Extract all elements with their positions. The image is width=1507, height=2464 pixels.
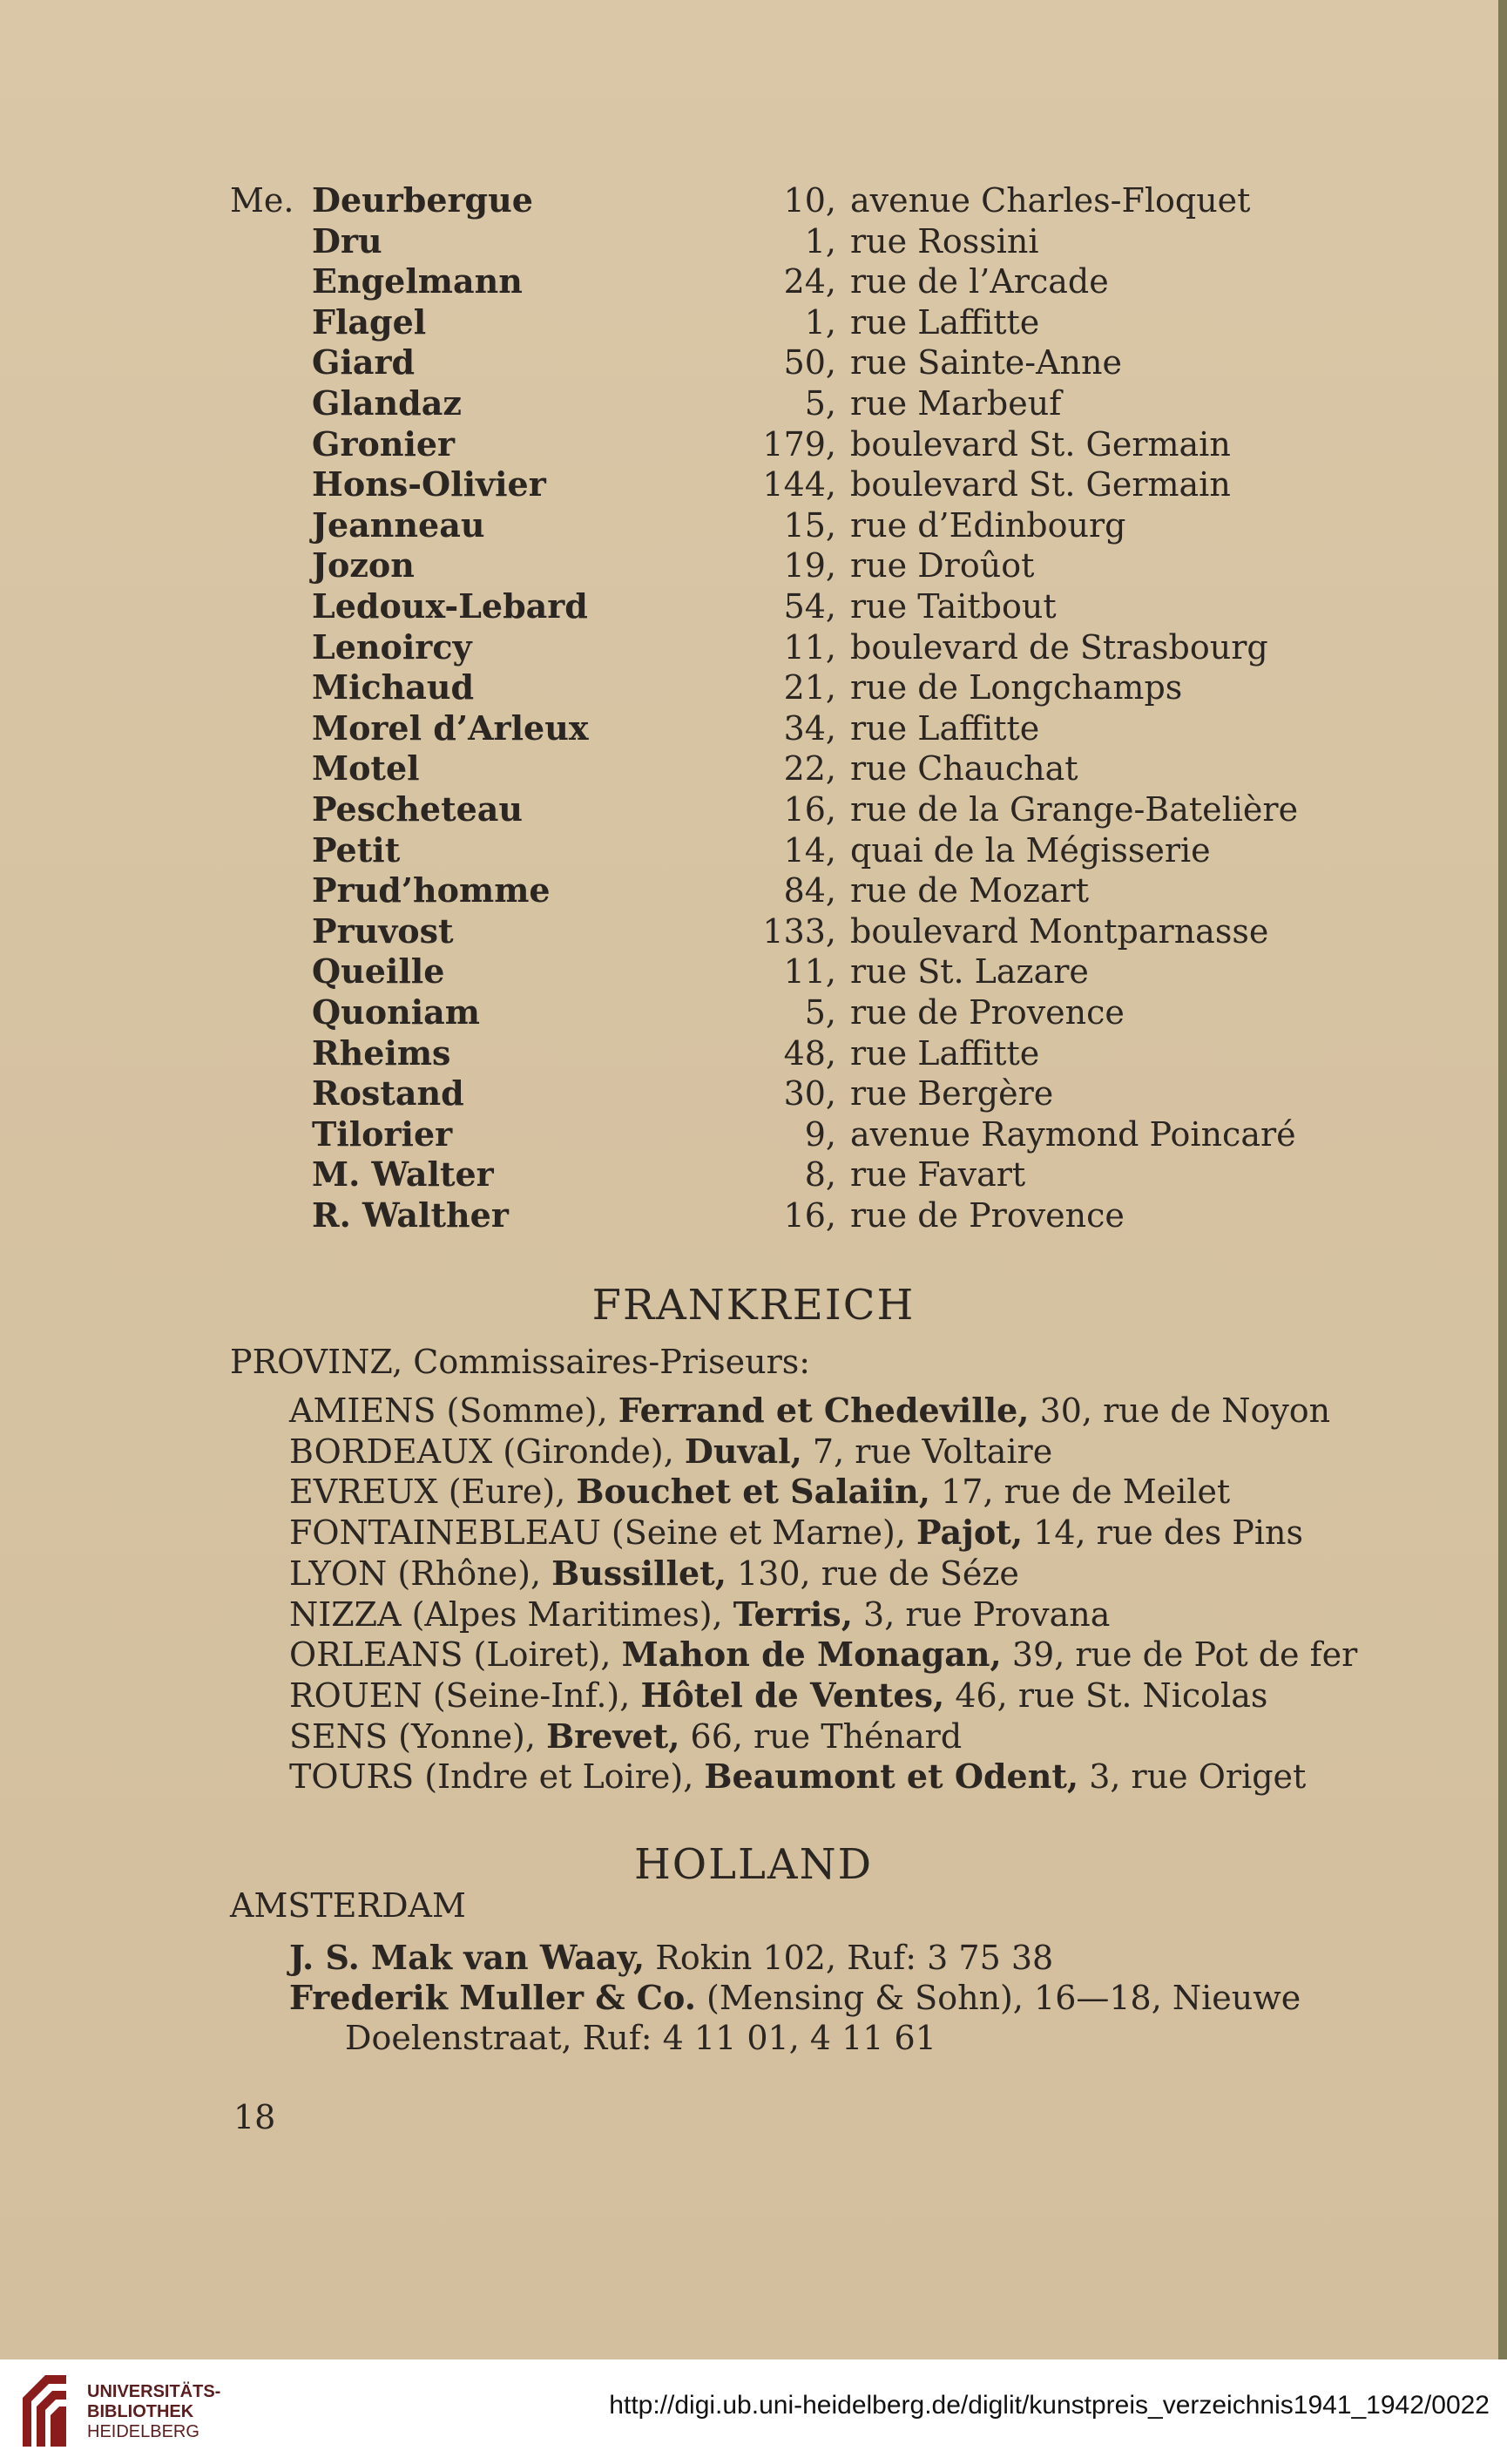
- street-number: 10,: [783, 181, 836, 220]
- address-row: [0, 1073, 1481, 1114]
- firm-address: 66, rue Thénard: [690, 1716, 963, 1756]
- place-name: TOURS (Indre et Loire),: [289, 1757, 694, 1797]
- street-number: 24,: [783, 262, 836, 301]
- place-name: AMIENS (Somme),: [289, 1391, 608, 1430]
- address-row: [0, 1114, 1481, 1154]
- firm-name: Ferrand et Chedeville,: [618, 1391, 1030, 1430]
- auctioneer-name: Prud’homme: [312, 870, 551, 910]
- section-title-frankreich: FRANKREICH: [591, 1281, 916, 1330]
- auctioneer-name: Glandaz: [312, 383, 462, 423]
- street-name: rue St. Lazare: [850, 952, 1089, 992]
- firm-name: Hôtel de Ventes,: [640, 1675, 945, 1715]
- firm-name: J. S. Mak van Waay,: [289, 1938, 645, 1977]
- place-name: ORLEANS (Loiret),: [289, 1635, 612, 1675]
- entry-prefix: Me.: [230, 181, 294, 220]
- street-name: quai de la Mégisserie: [850, 830, 1211, 870]
- street-number: 50,: [783, 343, 836, 382]
- street-name: avenue Charles-Floquet: [850, 181, 1251, 220]
- street-name: rue de Provence: [850, 1196, 1125, 1235]
- street-number: 5,: [804, 993, 836, 1032]
- street-number: 1,: [804, 302, 836, 342]
- auctioneer-name: Queille: [312, 951, 445, 992]
- firm-address: 46, rue St. Nicolas: [955, 1675, 1268, 1715]
- address-row: [0, 1195, 1481, 1235]
- auctioneer-name: Deurbergue: [312, 180, 533, 220]
- provinz-entry: [289, 1635, 1357, 1675]
- firm-address: 3, rue Origet: [1089, 1757, 1307, 1797]
- street-name: rue Laffitte: [850, 708, 1040, 748]
- street-name: boulevard Montparnasse: [850, 911, 1269, 951]
- auctioneer-name: Ledoux-Lebard: [312, 586, 588, 626]
- city-amsterdam: AMSTERDAM: [230, 1886, 466, 1925]
- street-name: rue Laffitte: [850, 302, 1040, 342]
- address-row: [0, 708, 1481, 748]
- place-name: BORDEAUX (Gironde),: [289, 1432, 674, 1471]
- firm-name: Frederik Muller & Co.: [289, 1978, 696, 2017]
- street-name: rue Rossini: [850, 221, 1039, 261]
- firm-address: Rokin 102, Ruf: 3 75 38: [655, 1939, 1054, 1977]
- provinz-entry: [289, 1716, 962, 1757]
- street-number: 16,: [783, 790, 836, 829]
- address-row: [0, 302, 1481, 342]
- address-row: [0, 180, 1481, 220]
- firm-name: Terris,: [733, 1594, 853, 1634]
- street-number: 11,: [783, 952, 836, 992]
- source-url[interactable]: http://digi.ub.uni-heidelberg.de/diglit/kunstpreis_verzeichnis1941_1942/0022: [609, 2391, 1490, 2420]
- address-row: [0, 383, 1481, 423]
- provinz-entry: [289, 1675, 1267, 1716]
- street-number: 133,: [762, 911, 836, 951]
- firm-address: (Mensing & Sohn), 16—18, Nieuwe: [706, 1979, 1301, 2017]
- street-number: 84,: [783, 871, 836, 910]
- auctioneer-name: Giard: [312, 342, 416, 382]
- address-row: [0, 221, 1481, 261]
- auctioneer-name: Dru: [312, 220, 382, 261]
- auctioneer-name: Jozon: [312, 545, 415, 586]
- auctioneer-name: Morel d’Arleux: [312, 707, 589, 748]
- firm-name: Beaumont et Odent,: [704, 1757, 1079, 1797]
- street-number: 16,: [783, 1196, 836, 1235]
- holland-entry-1: [289, 1938, 1053, 1978]
- street-number: 5,: [804, 384, 836, 423]
- street-name: rue Droûot: [850, 546, 1035, 586]
- provinz-entry: [289, 1432, 1052, 1472]
- street-number: 54,: [783, 587, 836, 626]
- firm-address: 17, rue de Meilet: [941, 1472, 1231, 1512]
- address-row: [0, 667, 1481, 707]
- holland-entry-2: [289, 1978, 1301, 2018]
- address-row: [0, 911, 1481, 951]
- street-number: 34,: [783, 708, 836, 748]
- firm-name: Bussillet,: [551, 1553, 726, 1593]
- firm-name: Duval,: [684, 1431, 802, 1471]
- firm-address: 14, rue des Pins: [1033, 1513, 1303, 1553]
- street-name: rue Marbeuf: [850, 384, 1062, 423]
- street-number: 14,: [783, 830, 836, 870]
- auctioneer-name: Hons-Olivier: [312, 464, 546, 504]
- place-name: NIZZA (Alpes Maritimes),: [289, 1594, 723, 1634]
- street-name: boulevard de Strasbourg: [850, 627, 1268, 667]
- address-row: [0, 261, 1481, 301]
- place-name: LYON (Rhône),: [289, 1554, 542, 1593]
- street-name: rue Sainte-Anne: [850, 343, 1122, 382]
- auctioneer-name: Quoniam: [312, 992, 480, 1032]
- street-number: 8,: [804, 1155, 836, 1195]
- provinz-intro: PROVINZ, Commissaires-Priseurs:: [230, 1343, 811, 1381]
- address-row: [0, 870, 1481, 910]
- auctioneer-name: Michaud: [312, 667, 475, 707]
- section-title-holland: HOLLAND: [633, 1840, 874, 1889]
- place-name: ROUEN (Seine-Inf.),: [289, 1675, 631, 1715]
- auctioneer-name: Pescheteau: [312, 789, 524, 829]
- street-number: 22,: [783, 749, 836, 789]
- street-number: 11,: [783, 627, 836, 667]
- street-number: 15,: [783, 505, 836, 545]
- firm-address: 130, rue de Séze: [737, 1554, 1019, 1593]
- auctioneer-name: Gronier: [312, 423, 456, 464]
- street-name: avenue Raymond Poincaré: [850, 1114, 1296, 1154]
- street-number: 21,: [783, 668, 836, 707]
- street-name: rue d’Edinbourg: [850, 505, 1126, 545]
- street-name: rue de Longchamps: [850, 668, 1183, 707]
- provinz-entry: [289, 1757, 1306, 1797]
- auctioneer-name: Motel: [312, 748, 420, 789]
- auctioneer-name: Rheims: [312, 1032, 451, 1073]
- firm-address: 7, rue Voltaire: [812, 1432, 1053, 1471]
- auctioneer-name: Jeanneau: [312, 504, 485, 545]
- address-row: [0, 830, 1481, 870]
- address-row: [0, 342, 1481, 382]
- address-row: [0, 505, 1481, 545]
- firm-address: 3, rue Provana: [863, 1594, 1111, 1634]
- address-row: [0, 789, 1481, 829]
- street-name: rue Taitbout: [850, 587, 1057, 626]
- address-row: [0, 1033, 1481, 1073]
- firm-address: 39, rue de Pot de fer: [1011, 1635, 1358, 1675]
- library-name: UNIVERSITÄTS- BIBLIOTHEK HEIDELBERG: [87, 2382, 221, 2441]
- street-name: rue de l’Arcade: [850, 262, 1109, 301]
- auctioneer-name: Lenoircy: [312, 626, 472, 667]
- address-row: [0, 464, 1481, 504]
- auctioneer-name: Rostand: [312, 1073, 464, 1114]
- street-name: boulevard St. Germain: [850, 465, 1231, 504]
- street-name: rue de la Grange-Batelière: [850, 790, 1299, 829]
- address-row: [0, 627, 1481, 667]
- street-name: boulevard St. Germain: [850, 424, 1231, 464]
- firm-name: Mahon de Monagan,: [621, 1635, 1002, 1675]
- footer-bar: [0, 2359, 1507, 2464]
- place-name: FONTAINEBLEAU (Seine et Marne),: [289, 1513, 906, 1553]
- address-row: [0, 545, 1481, 586]
- address-row: [0, 748, 1481, 789]
- auctioneer-name: R. Walther: [312, 1195, 509, 1235]
- street-name: rue de Provence: [850, 993, 1125, 1032]
- provinz-entry: [289, 1513, 1303, 1553]
- auctioneer-name: Flagel: [312, 301, 427, 342]
- street-name: rue Bergère: [850, 1074, 1054, 1114]
- firm-name: Brevet,: [546, 1716, 680, 1756]
- street-number: 19,: [783, 546, 836, 586]
- street-name: rue Chauchat: [850, 749, 1078, 789]
- street-name: rue Laffitte: [850, 1033, 1040, 1073]
- provinz-entry: [289, 1594, 1110, 1635]
- provinz-entry: [289, 1554, 1019, 1594]
- auctioneer-name: Petit: [312, 829, 401, 870]
- firm-address: 30, rue de Noyon: [1039, 1391, 1331, 1430]
- holland-entry-2-cont: Doelenstraat, Ruf: 4 11 01, 4 11 61: [345, 2019, 936, 2057]
- street-name: rue de Mozart: [850, 871, 1089, 910]
- address-row: [0, 1154, 1481, 1195]
- provinz-entry: [289, 1391, 1330, 1431]
- address-row: [0, 992, 1481, 1032]
- place-name: SENS (Yonne),: [289, 1716, 536, 1756]
- street-number: 9,: [804, 1114, 836, 1154]
- street-number: 144,: [762, 465, 836, 504]
- street-number: 179,: [762, 424, 836, 464]
- address-row: [0, 424, 1481, 464]
- firm-name: Bouchet et Salaiin,: [576, 1472, 931, 1512]
- firm-name: Pajot,: [916, 1513, 1024, 1553]
- street-name: rue Favart: [850, 1155, 1026, 1195]
- auctioneer-name: Pruvost: [312, 910, 454, 951]
- place-name: EVREUX (Eure),: [289, 1472, 566, 1512]
- page-number: 18: [233, 2098, 276, 2136]
- auctioneer-name: Engelmann: [312, 261, 523, 301]
- street-number: 1,: [804, 221, 836, 261]
- provinz-entry: [289, 1472, 1230, 1512]
- auctioneer-name: M. Walter: [312, 1154, 494, 1195]
- page-edge: [1498, 0, 1507, 2359]
- address-row: [0, 586, 1481, 626]
- address-row: [0, 951, 1481, 992]
- library-logo-icon: [16, 2372, 70, 2448]
- street-number: 48,: [783, 1033, 836, 1073]
- street-number: 30,: [783, 1074, 836, 1114]
- auctioneer-name: Tilorier: [312, 1114, 453, 1154]
